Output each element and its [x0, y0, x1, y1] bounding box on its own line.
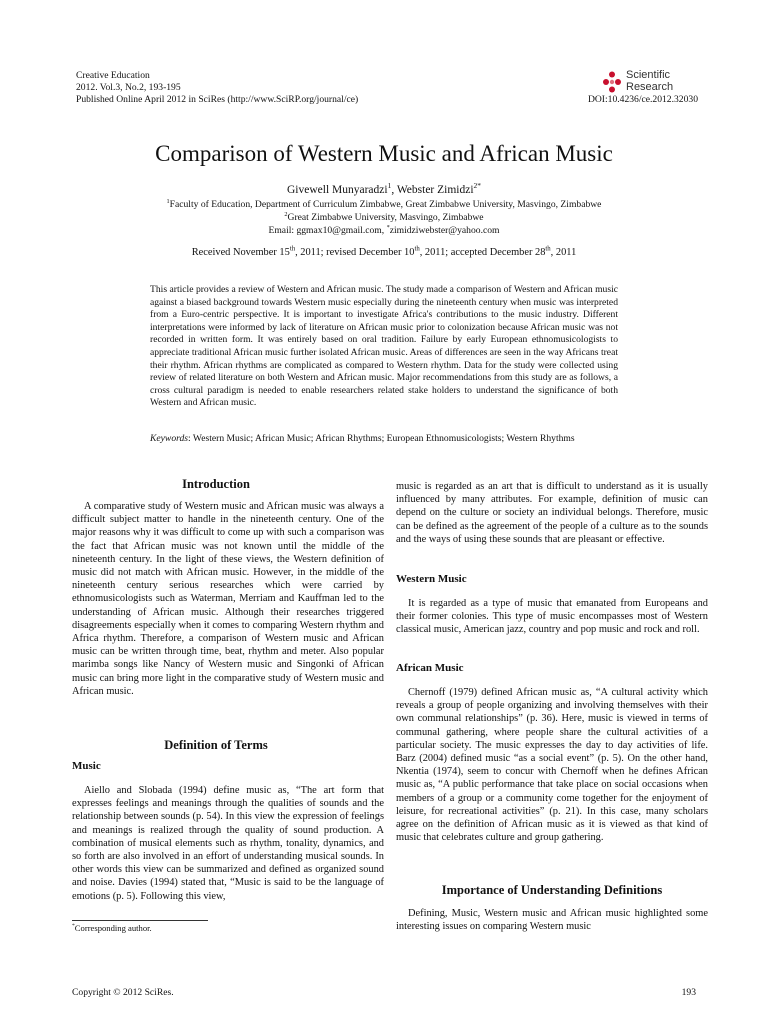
author-2-sup: 2*: [473, 181, 481, 191]
affiliation-1: [0, 198, 768, 211]
affiliation-2-sup: 2: [284, 210, 288, 218]
african-music-subheading: African Music: [396, 662, 464, 674]
music-text: Aiello and Slobada (1994) define music as, “The art form that expresses feelings and meanings through the qualities of sounds and the relationship between sounds (p. 54). In this view the expression of feelings and meanings is realized through the quality of sound production. A combination of musical elements such as rhythm, tonality, dynamics, and so forth are also involved in an effort of understanding musical sounds. In other words this view can be summarized and defined as organized sound and noise. Davies (1994) stated that, “Music is said to be the language of emotions (p. 5). Following this view,: [72, 785, 384, 902]
footnote-rule: [72, 920, 208, 921]
keywords-label: Keywords: [150, 433, 189, 444]
paper-title: Comparison of Western Music and African Music: [155, 141, 613, 166]
western-music-subheading: Western Music: [396, 573, 467, 585]
intro-text: A comparative study of Western music and African music was always a difficult subject matter to handle in the nineteenth century. One of the major reasons why it was difficult to come up with such a comparison was the fact that African music was not known until the middle of the nineteenth century. In the light of these views, the Western definition of music did not match with African music. However, in the middle of the nineteenth century serious researches which were carried by ethnomusicologists such as Waterman, Merriam and Kauffman led to the understanding of African music. Although their researches triggered disagreements especially when it comes to comparing Western rhythm and Africa rhythm. Therefore, a comparison of Western music and African music can be written through time, beat, rhythm and meter. Also popular marimba songs like Nancy of Western music and Singonki of African music can bring more light in the comparative study of Western music and African music.: [72, 501, 384, 697]
music-paragraph: [72, 784, 384, 903]
journal-header: [76, 70, 358, 106]
journal-name: Creative Education: [76, 70, 150, 81]
logo-line-2: Research: [626, 81, 674, 93]
published-line: Published Online April 2012 in SciRes (http://www.SciRP.org/journal/ce): [76, 94, 359, 105]
continued-paragraph: music is regarded as an art that is difficult to understand as it is usually influenced by many attributes. For example, definition of music can depend on the culture or society an individual belongs. Therefore, music can be defined as the agreement of the people of a culture as to the sounds and the ways of using these sounds that are pleasant or effective.: [396, 481, 708, 545]
email-line: [0, 224, 768, 237]
received-3: , 2011; accepted December 28: [419, 247, 546, 258]
received-1-sup: th: [289, 245, 296, 253]
importance-paragraph: [396, 907, 708, 933]
logo-icon: [602, 71, 622, 93]
logo-line-1: Scientific: [626, 69, 671, 81]
received-2-sup: th: [414, 245, 420, 253]
african-music-text: Chernoff (1979) defined African music as, “A cultural activity which reveals a group of people organizing and involving themselves with their own communal relationships” (p. 36). Here, music is viewed in terms of communal gathering, where people share the cultural activities of a particular society. The music expresses the day to day activities of life. Barz (2004) defined music “as a social event” (p. 5). On the other hand, Nkentia (1974), seem to concur with Chernoff when he defines African music as, “A public performance that take place on social occasions when members of a group or a community come together for the enjoyment of leisure, for recreational activities” (p. 21). In this case, many scholars agree on the definition of African music as it is viewed as that kind of music that celebrates culture and group gathering.: [396, 687, 708, 844]
author-1-sup: 1: [387, 181, 392, 191]
author-1: Givewell Munyaradzi: [286, 184, 388, 196]
author-line: [0, 181, 768, 196]
affiliation-1-text: Faculty of Education, Department of Curriculum Zimbabwe, Great Zimbabwe University, Masvingo, Zimbabwe: [169, 199, 602, 210]
intro-paragraph: [72, 500, 384, 698]
received-3-sup: th: [545, 245, 551, 253]
affiliation-2: [0, 211, 768, 224]
footnote-star: *: [72, 923, 75, 930]
importance-text: Defining, Music, Western music and African music highlighted some interesting issues on comparing Western music: [396, 908, 708, 933]
received-2: , 2011; revised December 10: [295, 247, 415, 258]
email-star: *: [386, 223, 390, 231]
keywords-text: : Western Music; African Music; African Rhythms; European Ethnomusicologists; Western Rhythms: [188, 433, 575, 444]
intro-heading: Introduction: [182, 477, 250, 491]
affiliation-2-text: Great Zimbabwe University, Masvingo, Zimbabwe: [287, 212, 484, 223]
western-music-text: It is regarded as a type of music that emanated from Europeans and their former colonies. This type of music encompasses most of Western classical music, American jazz, country and pop music and rock and roll.: [396, 598, 708, 636]
journal-volume: 2012. Vol.3, No.2, 193-195: [76, 82, 181, 93]
western-music-paragraph: [396, 597, 708, 637]
doi: DOI:10.4236/ce.2012.32030: [587, 94, 698, 105]
abstract: This article provides a review of Western and African music. The study made a comparison of Western and African music against a biased background towards Western music especially during the nineteenth century when music was interpreted from a Euro-centric perspective. It is important to investigate Africa's contributions to the music industry. Different interpretations were informed by lack of literature on African music prior to colonization because African music was not recorded in written form. It was entirely based on oral tradition. Failure by early European ethnomusicologists to appreciate traditional African music further isolated African music. Areas of differences are seen in the way Africans treat their rhythm. African rhythms are complicated as compared to Western rhythm. Data for the study were collected using review of related literature on both Western and African music. Major recommendations from this study are as follows, a cross cultural paradigm is needed to enable researchers related stake holders to understand the significance of both Western and African music.: [150, 284, 618, 409]
email-rest: zimidziwebster@yahoo.com: [389, 225, 500, 236]
music-subheading: Music: [72, 760, 101, 772]
african-music-paragraph: [396, 686, 708, 844]
definition-heading: Definition of Terms: [164, 738, 268, 752]
author-sep: , Webster Zimidzi: [391, 184, 474, 196]
copyright: Copyright © 2012 SciRes.: [72, 987, 174, 998]
received-4: , 2011: [550, 247, 577, 258]
email-prefix: Email: ggmax10@gmail.com,: [268, 225, 387, 236]
footnote-text: Corresponding author.: [74, 923, 152, 933]
keywords: [150, 433, 618, 446]
page-number: 193: [681, 987, 696, 998]
received-1: Received November 15: [191, 247, 290, 258]
affiliation-1-sup: 1: [166, 197, 170, 205]
footnote: [72, 923, 152, 933]
received-dates: [0, 247, 768, 258]
affiliations: [0, 198, 768, 237]
importance-heading: Importance of Understanding Definitions: [441, 883, 663, 897]
